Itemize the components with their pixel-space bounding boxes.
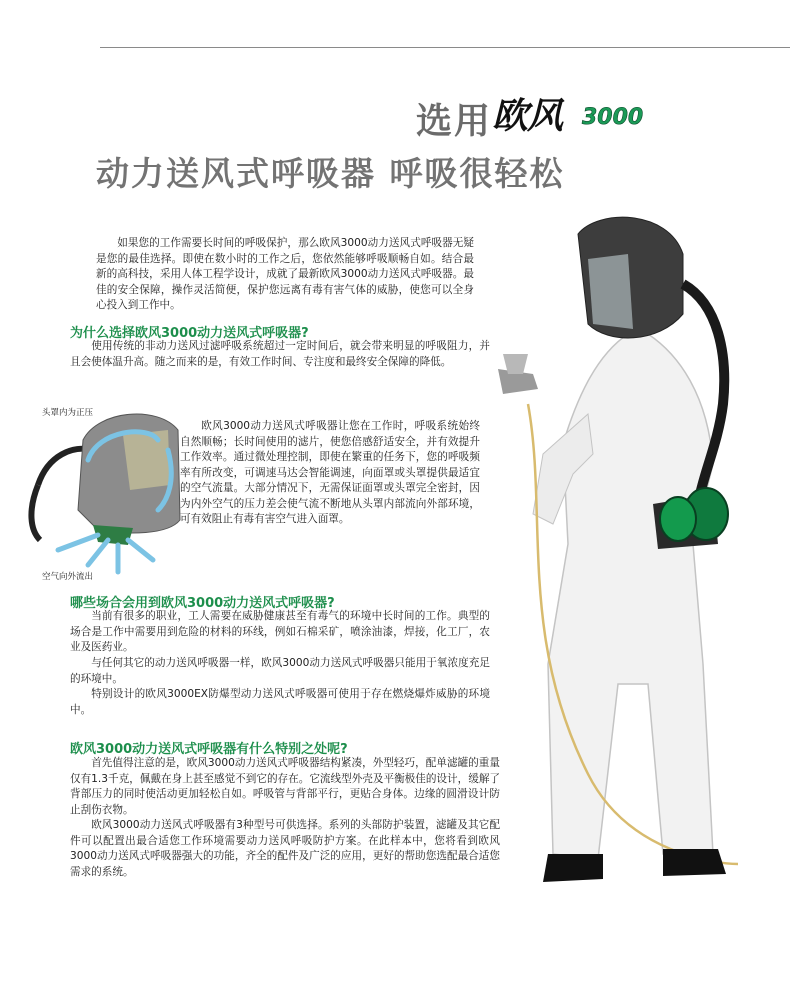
section-where-heading: 哪些场合会用到欧风3000动力送风式呼吸器? — [70, 596, 335, 611]
section-where-paragraph-3: 特别设计的欧风3000EX防爆型动力送风式呼吸器可使用于存在燃烧爆炸威胁的环境中。 — [70, 688, 490, 716]
hood-airflow-diagram — [18, 400, 188, 585]
filter-canister-left — [660, 497, 696, 541]
worker-photo — [478, 214, 778, 904]
diagram-caption-bottom: 空气向外流出 — [42, 572, 94, 582]
section-where-paragraph-2: 与任何其它的动力送风呼吸器一样，欧风3000动力送风式呼吸器只能用于氧浓度充足的环境中。 — [70, 657, 490, 685]
hood-diagram-graphic — [18, 400, 188, 585]
airflow-arrow-out-far-left — [58, 535, 98, 550]
section-where-paragraph-1: 当前有很多的职业，工人需要在威胁健康甚至有毒气的环境中长时间的工作。典型的场合是工作中需要用到危险的材料的环线，例如石棉采矿，喷涂油漆，焊接，化工厂，农业及医药业。 — [70, 610, 490, 653]
boot-right — [663, 849, 726, 876]
brand-logo — [492, 88, 652, 136]
section-why-paragraph-2: 欧风3000动力送风式呼吸器让您在工作时，呼吸系统始终自然顺畅；长时间使用的滤片，使您倍感舒适安全，并有效提升工作效率。通过微处理控制，即使在繁重的任务下，您的呼吸频率有所改变，可调速马达会智能调速，向面罩或头罩提供最适宜的空气流量。大部分情况下，无需保证面罩或头罩完全密封，因为内外空气的压力差会使气流不断地从头罩内部流向外部环境，可有效阻止有毒有害空气进入面罩。 — [180, 420, 480, 525]
brand-model-number: 3000 — [582, 105, 644, 130]
section-why-heading: 为什么选择欧风3000动力送风式呼吸器? — [70, 326, 309, 341]
brand-name-cn: 欧风 — [492, 95, 563, 137]
diagram-caption-top: 头罩内为正压 — [42, 408, 94, 418]
section-special-paragraph-1: 首先值得注意的是，欧风3000动力送风式呼吸器结构紧凑，外型轻巧，配单滤罐的重量仅有1.3千克，佩戴在身上甚至感觉不到它的存在。它流线型外壳及平衡极佳的设计，缓解了背部压力的同时使活动更加轻松自如。呼吸管与背部平行，更贴合身体。边缘的圆滑设计防止刮伤衣物。 — [70, 757, 501, 816]
hood-visor — [588, 254, 633, 329]
airflow-arrow-out-left — [88, 540, 108, 565]
worker-illustration — [478, 214, 778, 904]
boot-left — [543, 854, 603, 882]
section-special-paragraph-2: 欧风3000动力送风式呼吸器有3种型号可供选择。系列的头部防护装置，滤罐及其它配件可以配置出最合适您工作环境需要动力送风呼吸防护方案。在此样本中，您将看到欧风3000动力送风式呼吸器强大的功能，齐全的配件及广泛的应用，更好的帮助您选配最合适您需求的系统。 — [70, 819, 500, 878]
breathing-tube-lower — [31, 485, 40, 540]
intro-paragraph: 如果您的工作需要长时间的呼吸保护，那么欧风3000动力送风式呼吸器无疑是您的最佳选择。即使在数小时的工作之后，您依然能够呼吸顺畅自如。结合最新的高科技，采用人体工程学设计，成就了最新欧风3000动力送风式呼吸器。最佳的安全保障，操作灵活简便，保护您远离有毒有害气体的威胁，使您可以全身心投入到工作中。 — [96, 237, 474, 311]
select-text: 选用 — [415, 101, 492, 142]
face-visor — [123, 430, 170, 490]
page-title: 动力送风式呼吸器 呼吸很轻松 — [96, 154, 565, 193]
airflow-arrow-out-right — [128, 540, 153, 560]
section-why-paragraph-1: 使用传统的非动力送风过滤呼吸系统超过一定时间后，就会带来明显的呼吸阻力，并且会使体温升高。随之而来的是，有效工作时间、专注度和最终安全保障的降低。 — [70, 340, 490, 368]
protective-suit — [548, 334, 713, 859]
section-special-heading: 欧风3000动力送风式呼吸器有什么特别之处呢? — [70, 742, 348, 757]
top-rule — [100, 47, 790, 48]
